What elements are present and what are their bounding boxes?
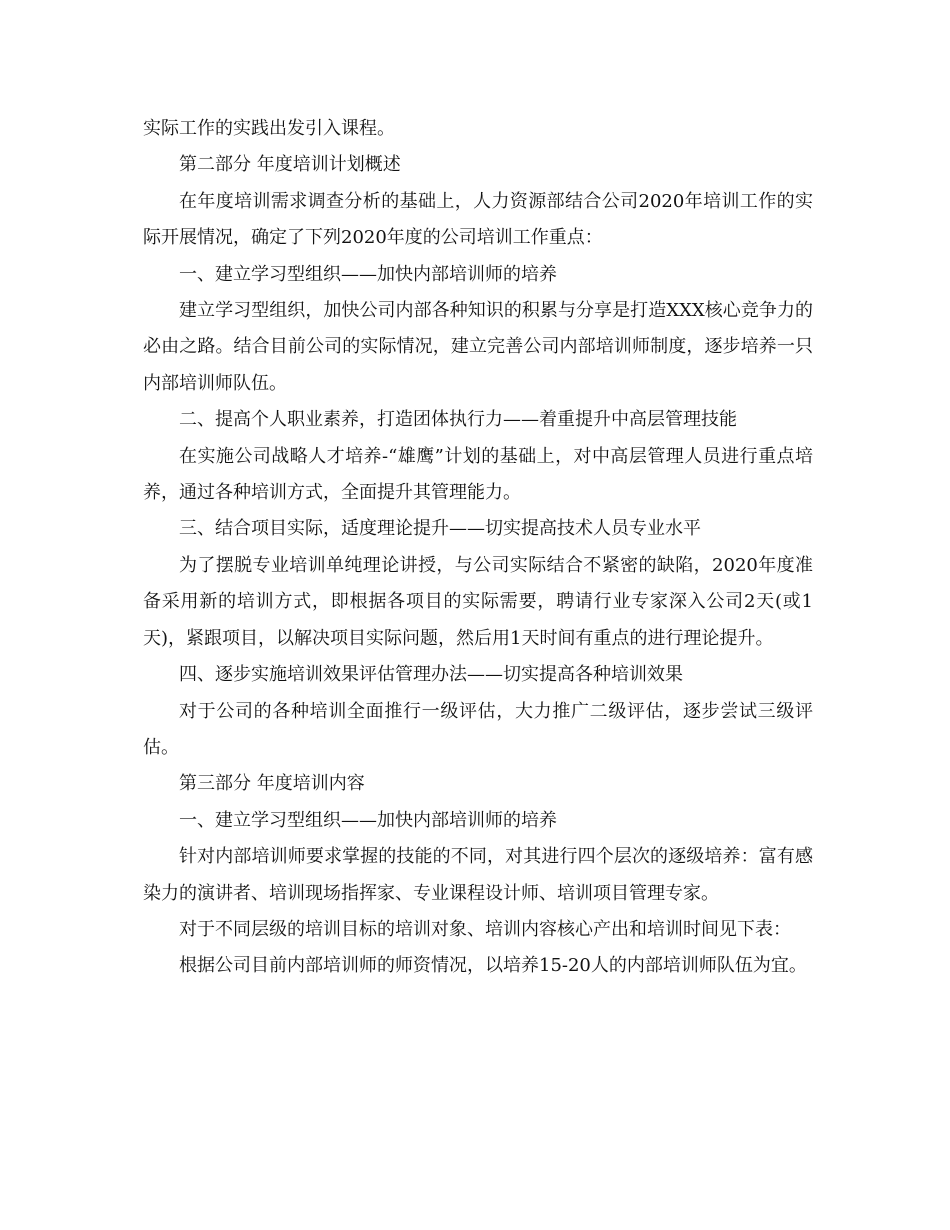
document-body (143, 111, 813, 985)
paragraph: 在实施公司战略人才培养-“雄鹰”计划的基础上，对中高层管理人员进行重点培养，通过各种培训方式，全面提升其管理能力。 (143, 445, 813, 504)
paragraph: 针对内部培训师要求掌握的技能的不同，对其进行四个层次的逐级培养：富有感染力的演讲者、培训现场指挥家、专业课程设计师、培训项目管理专家。 (143, 846, 813, 904)
paragraph: 根据公司目前内部培训师的师资情况，以培养15-20人的内部培训师队伍为宜。 (179, 955, 807, 977)
paragraph: 实际工作的实践出发引入课程。 (143, 118, 395, 139)
paragraph: 建立学习型组织，加快公司内部各种知识的积累与分享是打造XXX核心竞争力的必由之路。结合目前公司的实际情况，建立完善公司内部培训师制度，逐步培养一只内部培训师队伍。 (143, 300, 813, 394)
paragraph: 对于公司的各种培训全面推行一级评估，大力推广二级评估，逐步尝试三级评估。 (143, 700, 813, 758)
section-heading: 第二部分 年度培训计划概述 (179, 154, 401, 176)
paragraph: 在年度培训需求调查分析的基础上，人力资源部结合公司2020年培训工作的实际开展情况，确定了下列2020年度的公司培训工作重点： (143, 190, 813, 249)
subsection-heading: 三、结合项目实际，适度理论提升——切实提高技术人员专业水平 (179, 518, 701, 540)
section-heading: 第三部分 年度培训内容 (179, 773, 365, 795)
subsection-heading: 四、逐步实施培训效果评估管理办法——切实提高各种培训效果 (179, 664, 683, 686)
paragraph: 对于不同层级的培训目标的培训对象、培训内容核心产出和培训时间见下表： (179, 918, 791, 940)
subsection-heading: 二、提高个人职业素养，打造团体执行力——着重提升中高层管理技能 (179, 409, 737, 431)
subsection-heading: 一、建立学习型组织——加快内部培训师的培养 (179, 263, 557, 285)
paragraph: 为了摆脱专业培训单纯理论讲授，与公司实际结合不紧密的缺陷，2020年度准备采用新的培训方式，即根据各项目的实际需要，聘请行业专家深入公司2天(或1天)，紧跟项目，以解决项目实际问题，然后用1天时间有重点的进行理论提升。 (143, 554, 813, 649)
subsection-heading: 一、建立学习型组织——加快内部培训师的培养 (179, 809, 557, 831)
